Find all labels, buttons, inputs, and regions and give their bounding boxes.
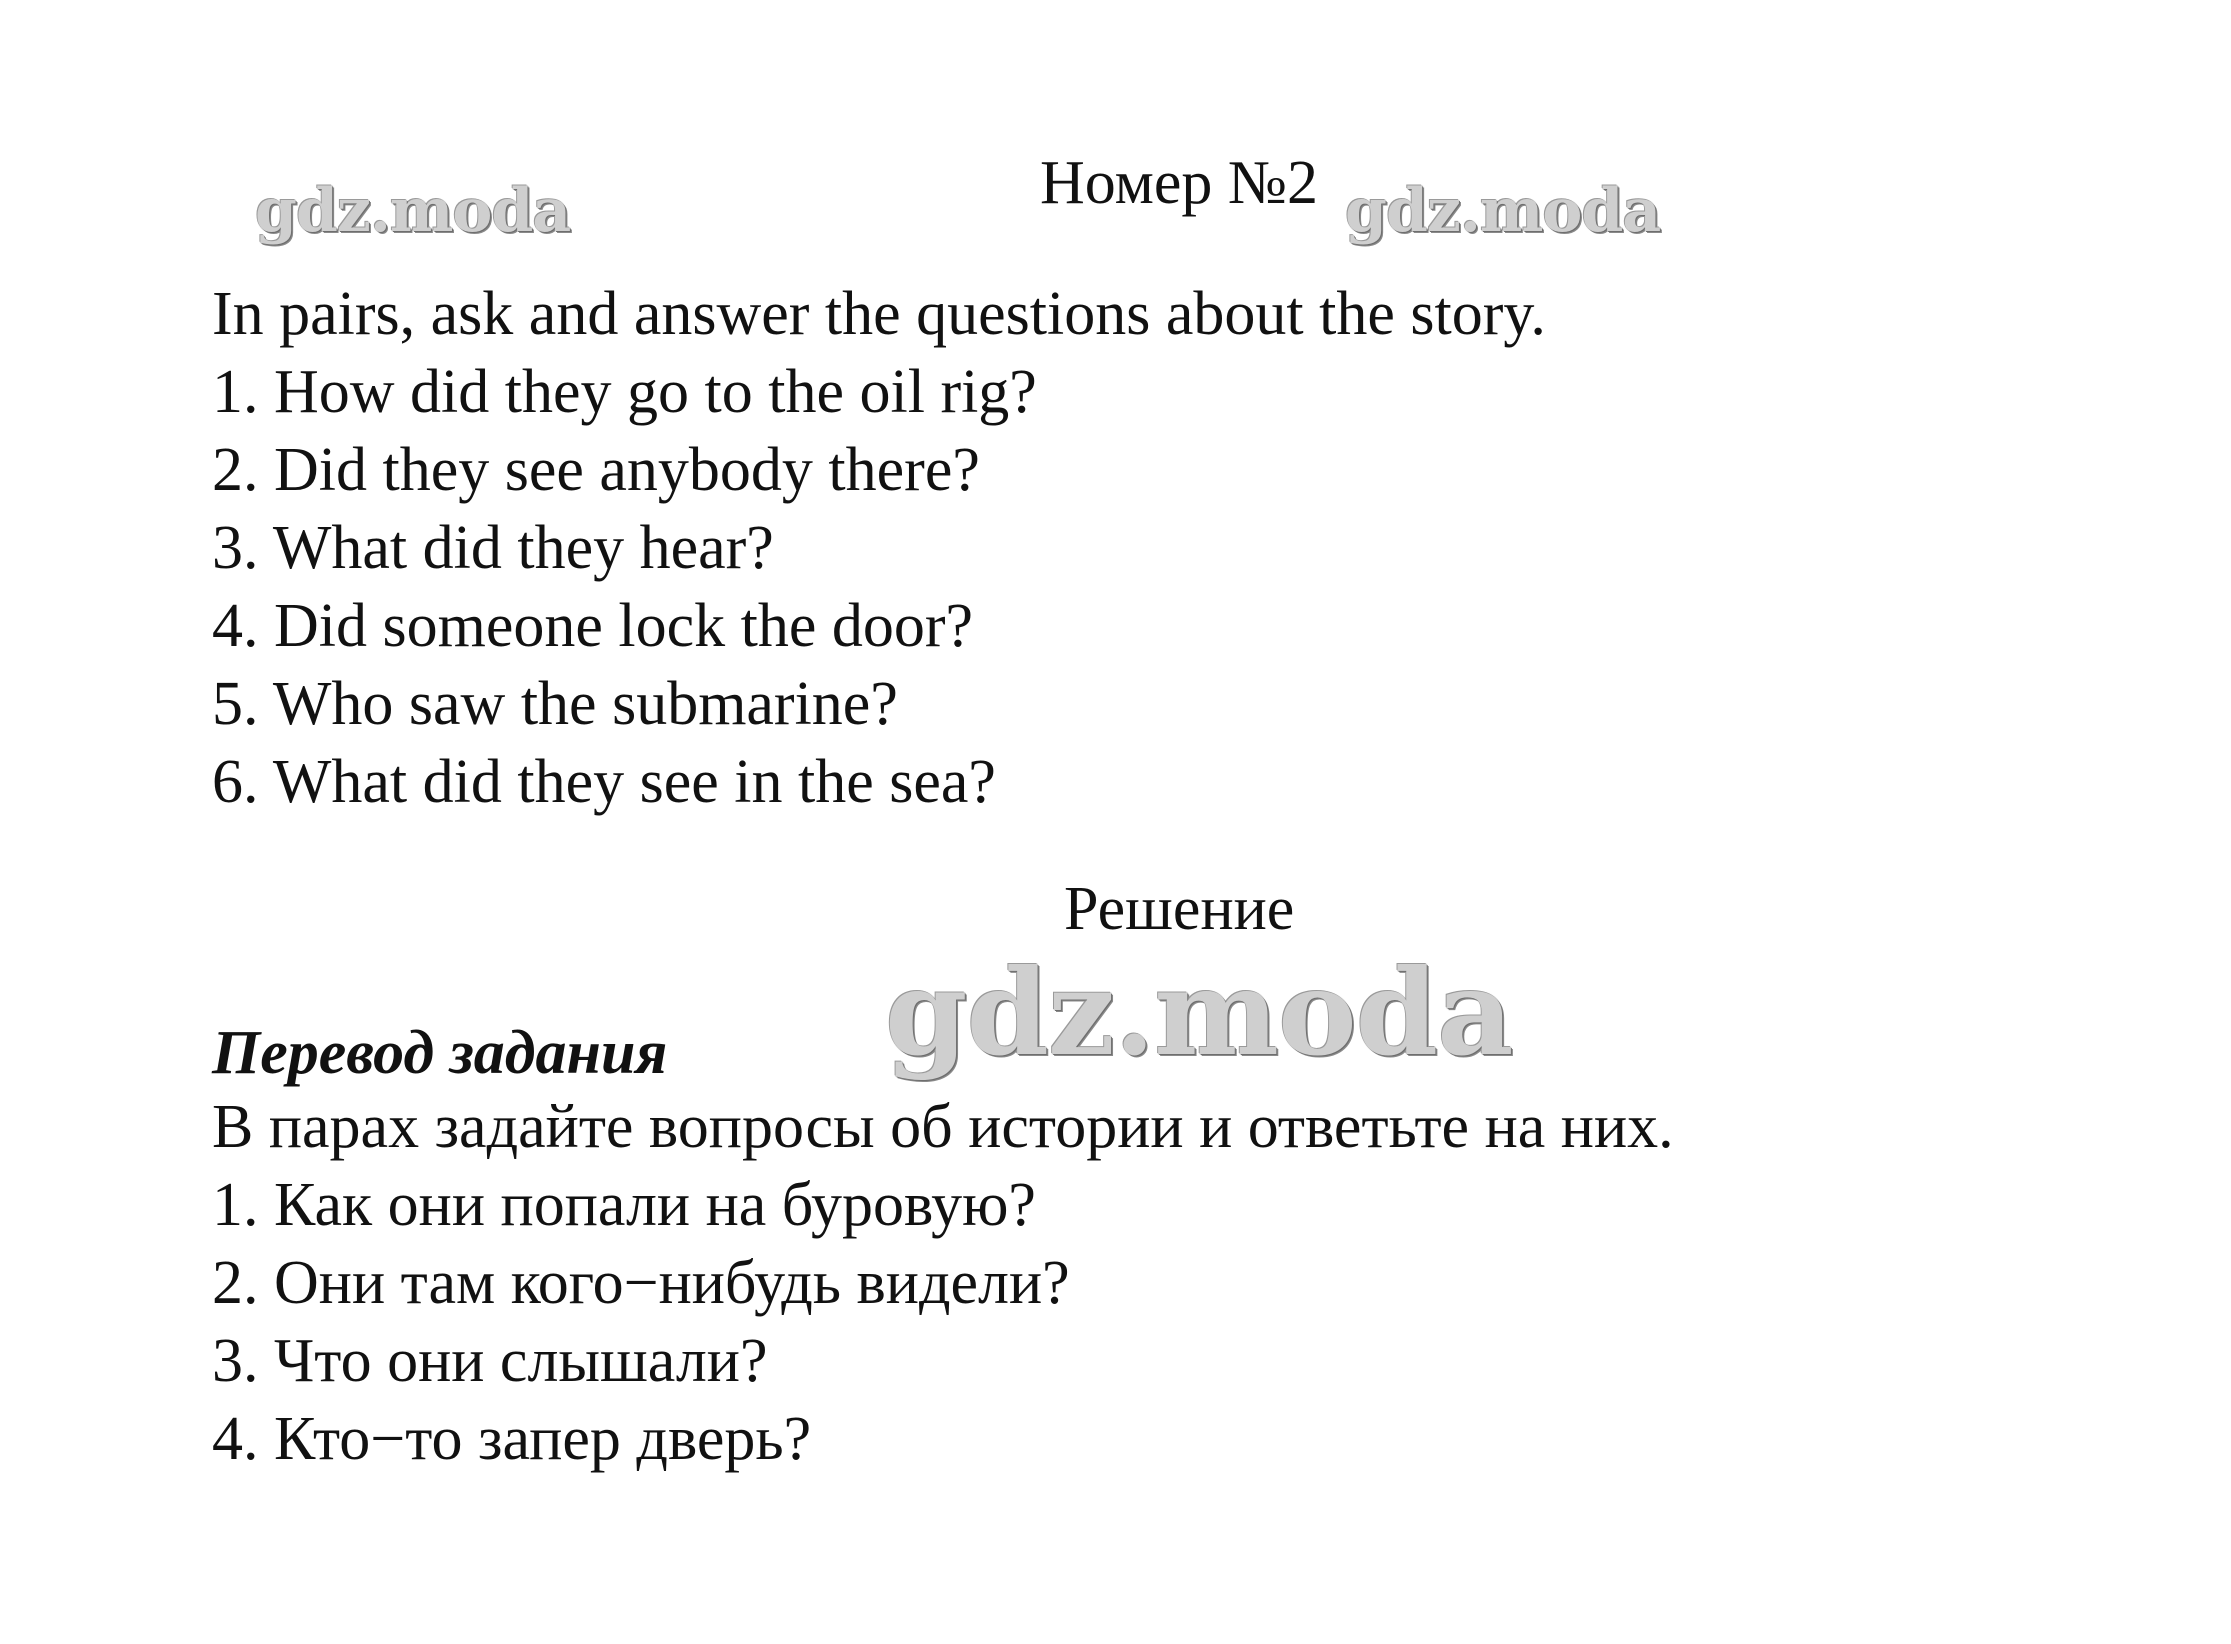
task-question: 5. Who saw the submarine? bbox=[212, 670, 898, 738]
translation-question: 3. Что они слышали? bbox=[212, 1327, 768, 1395]
translation-text bbox=[212, 1088, 1674, 1478]
watermark-logo: gdz.moda bbox=[1345, 176, 1661, 246]
exercise-number-heading: Номер №2 bbox=[1040, 149, 1319, 217]
task-question: 4. Did someone lock the door? bbox=[212, 592, 974, 660]
solution-heading: Решение bbox=[1064, 875, 1295, 943]
task-question: 3. What did they hear? bbox=[212, 514, 774, 582]
translation-heading: Перевод задания bbox=[212, 1019, 668, 1087]
task-question: 6. What did they see in the sea? bbox=[212, 748, 996, 816]
translation-question: 1. Как они попали на буровую? bbox=[212, 1171, 1036, 1239]
watermark-logo: gdz.moda bbox=[255, 176, 571, 246]
task-instruction: In pairs, ask and answer the questions about the story. bbox=[212, 280, 1546, 348]
task-question: 2. Did they see anybody there? bbox=[212, 436, 980, 504]
task-text bbox=[212, 275, 1546, 821]
translation-instruction: В парах задайте вопросы об истории и ответьте на них. bbox=[212, 1093, 1674, 1161]
watermark-logo-large: gdz.moda bbox=[885, 943, 1513, 1082]
task-question: 1. How did they go to the oil rig? bbox=[212, 358, 1037, 426]
translation-question: 4. Кто−то запер дверь? bbox=[212, 1405, 812, 1473]
translation-question: 2. Они там кого−нибудь видели? bbox=[212, 1249, 1070, 1317]
